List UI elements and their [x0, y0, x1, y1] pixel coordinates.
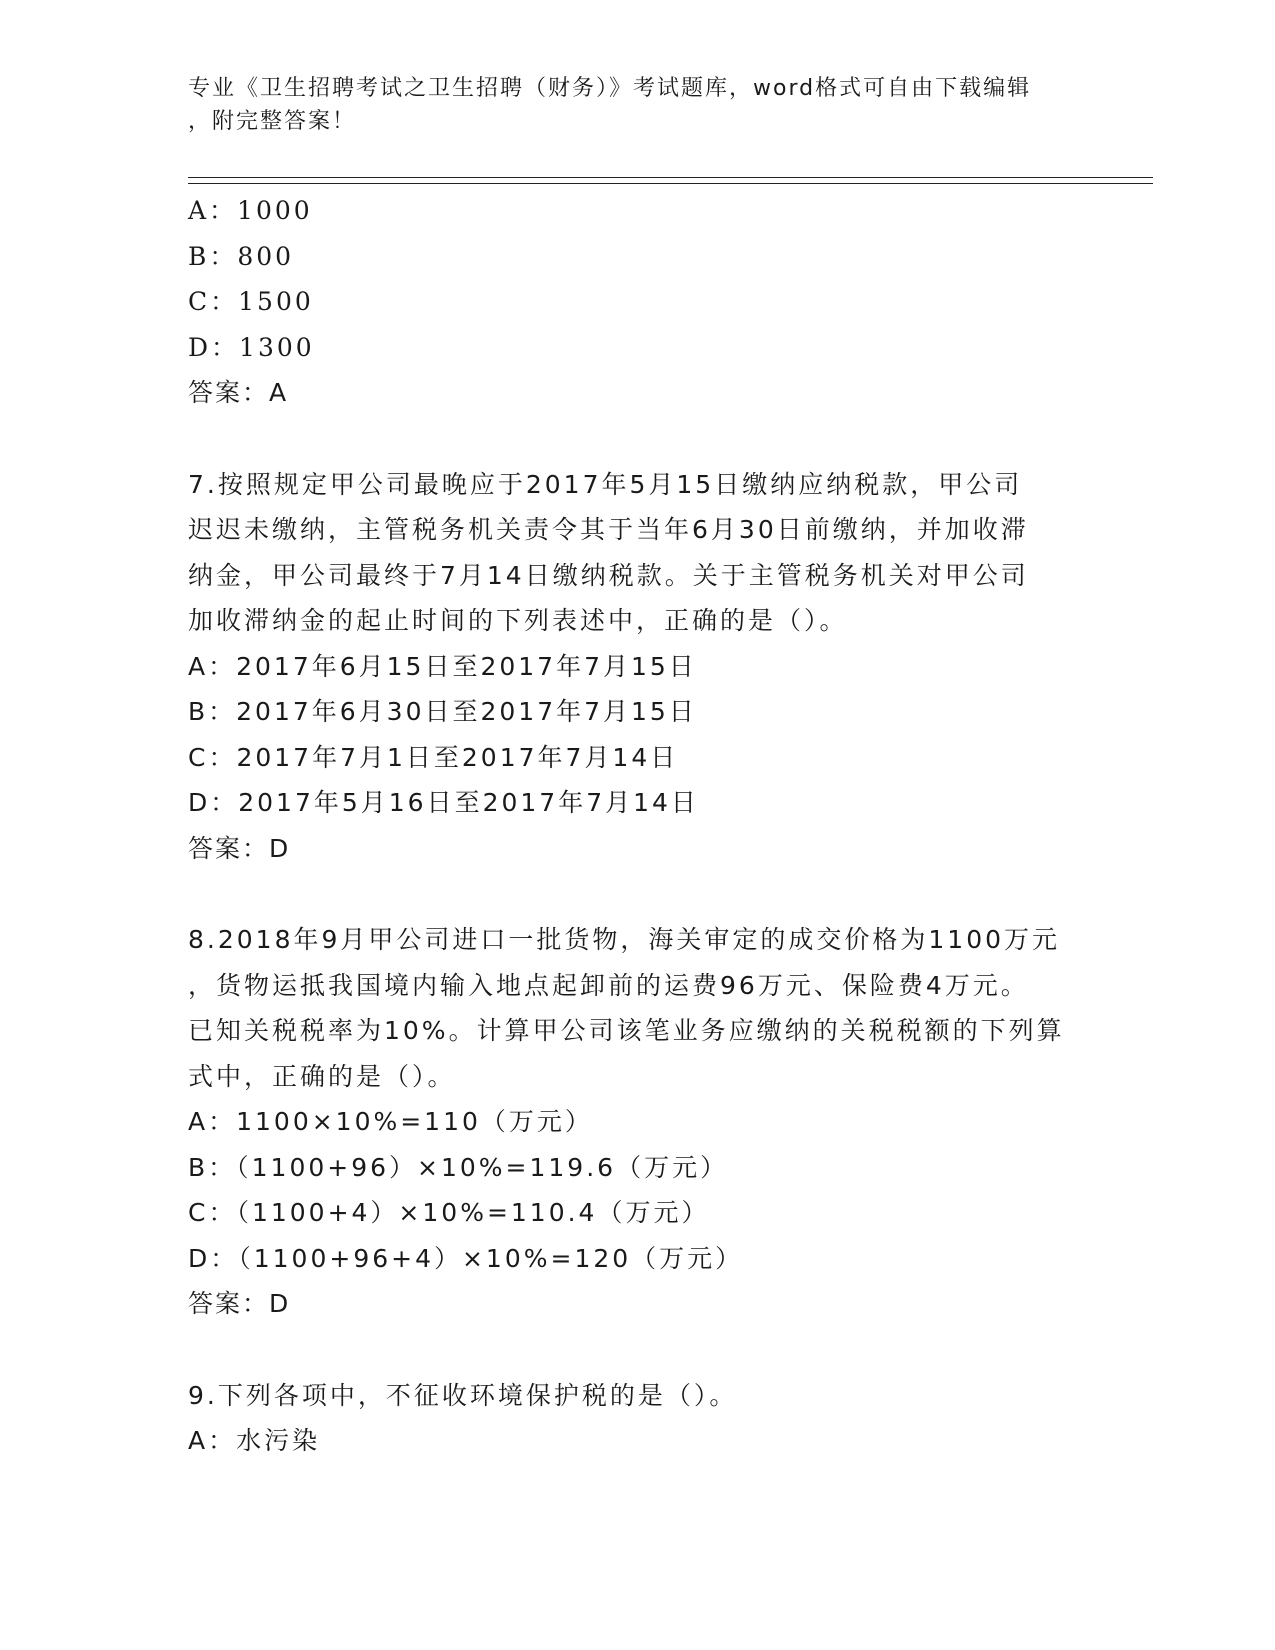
prev-question-options — [188, 188, 1088, 370]
option-a: A：1100×10%=110（万元） — [188, 1107, 593, 1136]
spacer — [188, 416, 1088, 462]
document-body — [188, 188, 1088, 1464]
question-8 — [188, 917, 1088, 1327]
header-divider-top — [188, 177, 1153, 178]
option-a: A：水污染 — [188, 1426, 321, 1455]
spacer — [188, 1327, 1088, 1373]
option-c: C：（1100+4）×10%=110.4（万元） — [188, 1198, 710, 1227]
question-stem-line: 9.下列各项中，不征收环境保护税的是（）。 — [188, 1380, 738, 1410]
header-title-line-continued: ，附完整答案！ — [188, 109, 357, 134]
option-b: B：（1100+96）×10%=119.6（万元） — [188, 1152, 729, 1182]
option-b: B：800 — [188, 241, 295, 271]
option-d: D：2017年5月16日至2017年7月14日 — [188, 788, 699, 817]
question-stem-line: 加收滞纳金的起止时间的下列表述中，正确的是（）。 — [188, 606, 848, 635]
question-stem-line: ，货物运抵我国境内输入地点起卸前的运费96万元、保险费4万元。 — [188, 970, 1029, 1000]
option-d: D：（1100+96+4）×10%=120（万元） — [188, 1243, 744, 1273]
option-c: C：2017年7月1日至2017年7月14日 — [188, 742, 679, 772]
question-stem-line: 迟迟未缴纳，主管税务机关责令其于当年6月30日前缴纳，并加收滞 — [188, 515, 1029, 544]
option-b: B：2017年6月30日至2017年7月15日 — [188, 697, 697, 726]
question-stem-line: 式中，正确的是（）。 — [188, 1061, 456, 1091]
answer-line: 答案：A — [188, 378, 289, 407]
question-stem-line: 纳金，甲公司最终于7月14日缴纳税款。关于主管税务机关对甲公司 — [188, 560, 1029, 590]
header-title-line: 专业《卫生招聘考试之卫生招聘（财务）》考试题库，word格式可自由下载编辑 — [188, 76, 1032, 101]
option-a: A：2017年6月15日至2017年7月15日 — [188, 651, 697, 681]
option-c: C：1500 — [188, 287, 314, 316]
answer-line: 答案：D — [188, 1289, 291, 1318]
answer-line: 答案：D — [188, 833, 291, 863]
question-7 — [188, 462, 1088, 872]
header-divider-bottom — [188, 183, 1153, 184]
question-stem-line: 8.2018年9月甲公司进口一批货物，海关审定的成交价格为1100万元 — [188, 925, 1061, 954]
question-stem-line: 已知关税税率为10%。计算甲公司该笔业务应缴纳的关税税额的下列算 — [188, 1016, 1065, 1045]
page-header — [188, 72, 1088, 138]
option-d: D：1300 — [188, 332, 315, 362]
spacer — [188, 871, 1088, 917]
option-a: A：1000 — [188, 196, 313, 225]
question-9 — [188, 1373, 1088, 1464]
question-stem-line: 7.按照规定甲公司最晚应于2017年5月15日缴纳应纳税款，甲公司 — [188, 469, 1023, 499]
